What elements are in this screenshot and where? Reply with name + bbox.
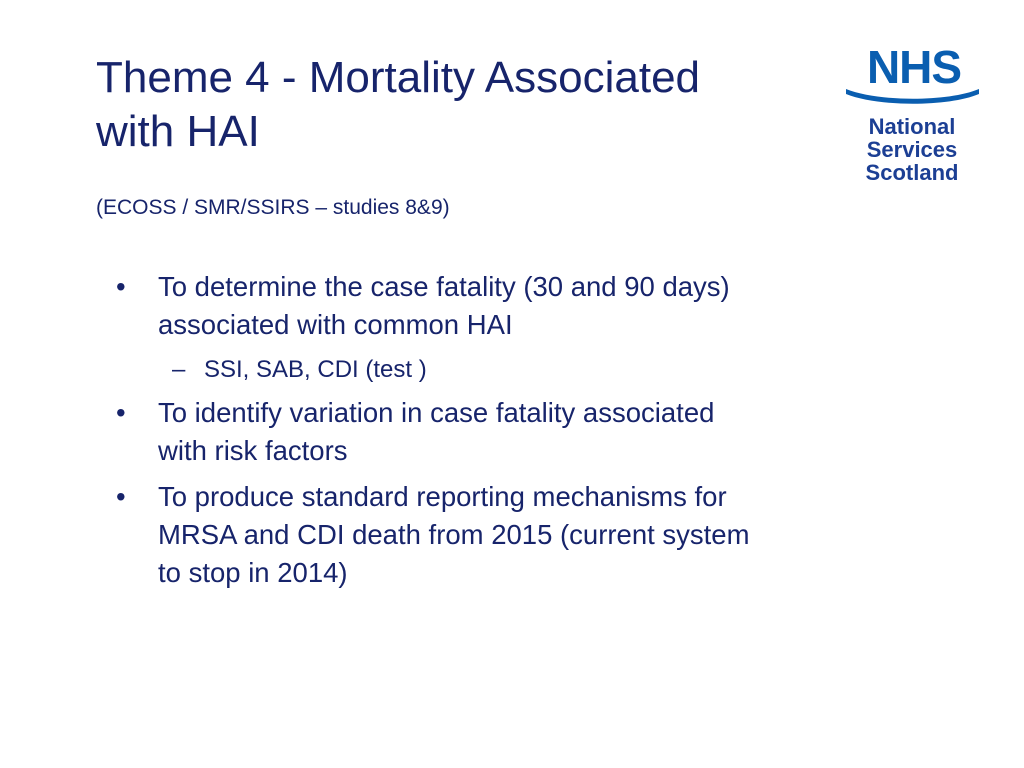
bullet-text-line: to stop in 2014) bbox=[158, 557, 348, 588]
bullet-text-line: To produce standard reporting mechanisms for bbox=[158, 481, 727, 512]
bullet-item bbox=[116, 268, 730, 344]
bullet-text-line: associated with common HAI bbox=[158, 309, 513, 340]
bullet-marker: • bbox=[116, 481, 126, 512]
slide-title-line-1: Theme 4 - Mortality Associated bbox=[96, 53, 701, 102]
nhs-logo-line-3: Scotland bbox=[865, 160, 959, 185]
bullet-text-line: To identify variation in case fatality associated bbox=[158, 397, 715, 428]
slide-title-line-2: with HAI bbox=[96, 107, 260, 156]
bullet-text-line: MRSA and CDI death from 2015 (current system bbox=[158, 519, 750, 550]
bullet-text-line: To determine the case fatality (30 and 90 days) bbox=[158, 271, 730, 302]
sub-bullet-item bbox=[172, 354, 427, 386]
nhs-logo-wordmark: NHS bbox=[866, 44, 962, 93]
bullet-item bbox=[116, 394, 715, 470]
nhs-logo-line-1: National bbox=[868, 114, 956, 139]
nhs-logo-line-2: Services bbox=[866, 137, 958, 162]
bullet-item bbox=[116, 478, 750, 592]
bullet-marker: • bbox=[116, 271, 126, 302]
bullet-marker: • bbox=[116, 397, 126, 428]
sub-bullet-marker: – bbox=[172, 356, 186, 383]
bullet-text-line: with risk factors bbox=[158, 435, 348, 466]
sub-bullet-text: SSI, SAB, CDI (test ) bbox=[204, 356, 427, 383]
slide-subtitle: (ECOSS / SMR/SSIRS – studies 8&9) bbox=[96, 196, 450, 219]
